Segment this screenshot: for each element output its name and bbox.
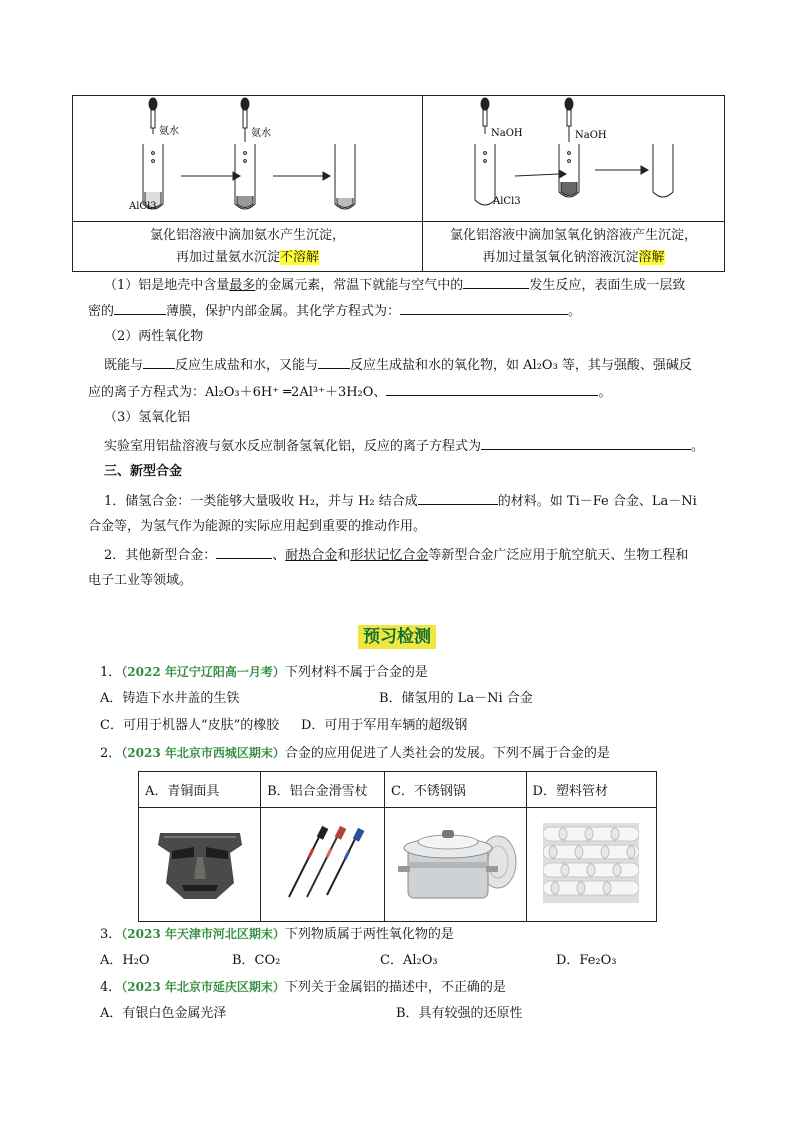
- section3-p1-line2: 合金等，为氢气作为能源的实际应用起到重要的推动作用。: [88, 519, 427, 534]
- q1-option-d: D．可用于军用车辆的超级钢: [301, 718, 468, 733]
- blank: [418, 490, 498, 505]
- q1-option-c: C．可用于机器人“皮肤”的橡胶: [100, 718, 280, 733]
- blank: [463, 274, 529, 289]
- question-source: （2022 年辽宁辽阳高一月考）: [121, 665, 285, 679]
- q3-option-c: C．Al₂O₃: [380, 953, 438, 968]
- alcl3-label-right: AlCl3: [493, 196, 521, 207]
- naoh-caption-line1: 氯化铝溶液中滴加氢氧化钠溶液产生沉淀，: [449, 227, 697, 243]
- plastic-pipes-icon: [543, 823, 639, 903]
- highlight-insoluble: 不溶解: [280, 249, 320, 265]
- para2-line1: 既能与 反应生成盐和水，又能与 反应生成盐和水的氧化物，如 Al₂O₃ 等，其与强酸、强碱反: [104, 354, 692, 376]
- naoh-label-2: NaOH: [575, 130, 607, 141]
- q2-options-table: [138, 771, 657, 922]
- q4-option-b: B．具有较强的还原性: [396, 1006, 523, 1021]
- q3-option-d: D．Fe₂O₃: [556, 953, 617, 968]
- highlight-dissolves: 溶解: [638, 249, 665, 265]
- section3-p2-line2: 电子工业等领域。: [88, 573, 193, 588]
- question-3: 3．（2023 年天津市河北区期末）下列物质属于两性氧化物的是: [100, 927, 454, 942]
- q1-option-b: B．储氢用的 La－Ni 合金: [379, 691, 533, 706]
- q3-option-a: A．H₂O: [100, 953, 150, 968]
- plastic-pipes-image: [526, 808, 656, 922]
- question-4: 4．（2023 年北京市延庆区期末）下列关于金属铝的描述中，不正确的是: [100, 980, 506, 995]
- experiment-table: [72, 95, 725, 272]
- ammonia-label-1: 氨水: [159, 126, 179, 137]
- ammonia-experiment-figure: [73, 96, 423, 222]
- q1-option-a: A．铸造下水井盖的生铁: [100, 691, 240, 706]
- section3-p1-line1: 1．储氢合金：一类能够大量吸收 H₂，并与 H₂ 结合成 的材料。如 Ti－Fe 合金、La－Ni: [104, 490, 697, 512]
- steel-pot-image: [384, 808, 526, 922]
- para2-title: （2）两性氧化物: [104, 329, 204, 344]
- q2-option-c: C．不锈钢锅: [384, 772, 526, 808]
- question-source: （2023 年天津市河北区期末）: [121, 927, 285, 941]
- blank: [114, 300, 166, 315]
- para1-line1: （1）铝是地壳中含量最多的金属元素，常温下就能与空气中的 发生反应，表面生成一层致: [104, 274, 685, 296]
- blank: [481, 435, 691, 450]
- naoh-experiment-figure: [423, 96, 725, 222]
- question-source: （2023 年北京市西城区期末）: [121, 746, 285, 760]
- naoh-test-tube-diagram: [423, 96, 724, 217]
- q4-option-a: A．有银白色金属光泽: [100, 1006, 227, 1021]
- ammonia-caption-line1: 氯化铝溶液中滴加氨水产生沉淀，: [149, 227, 345, 243]
- ammonia-caption-line2: 再加过量氨水沉淀: [175, 249, 280, 265]
- question-1: 1．（2022 年辽宁辽阳高一月考）下列材料不属于合金的是: [100, 665, 428, 680]
- blank: [386, 381, 598, 396]
- para1-line2: 密的 薄膜，保护内部金属。其化学方程式为： 。: [88, 300, 581, 322]
- para2-line2: 应的离子方程式为：Al₂O₃＋6H⁺ ═2Al³⁺＋3H₂O、 。: [88, 381, 611, 403]
- blank: [400, 300, 568, 315]
- ski-poles-image: [261, 808, 385, 922]
- q2-option-a: A．青铜面具: [139, 772, 261, 808]
- preview-check-banner: 预习检测: [358, 625, 436, 649]
- ammonia-test-tube-diagram: [73, 96, 422, 217]
- para3-title: （3）氢氧化铝: [104, 410, 191, 425]
- alcl3-label-left: AlCl3: [129, 201, 157, 212]
- naoh-caption-line2: 再加过量氢氧化钠溶液沉淀: [482, 249, 639, 265]
- ammonia-caption: [73, 222, 423, 272]
- q2-option-b: B．铝合金滑雪杖: [261, 772, 385, 808]
- bronze-mask-icon: [150, 823, 250, 903]
- ammonia-label-2: 氨水: [251, 128, 271, 139]
- naoh-caption: [423, 222, 725, 272]
- ski-poles-icon: [273, 823, 373, 903]
- section3-p2-line1: 2．其他新型合金： 、耐热合金和形状记忆合金等新型合金广泛应用于航空航天、生物工程和: [104, 544, 688, 566]
- steel-pot-icon: [390, 818, 520, 908]
- blank: [143, 354, 175, 369]
- blank: [318, 354, 350, 369]
- q2-option-d: D．塑料管材: [526, 772, 656, 808]
- naoh-label-1: NaOH: [491, 128, 523, 139]
- para3-line1: 实验室用铝盐溶液与氨水反应制备氢氧化铝，反应的离子方程式为 。: [104, 435, 704, 457]
- question-2: 2．（2023 年北京市西城区期末）合金的应用促进了人类社会的发展。下列不属于合金的是: [100, 746, 610, 761]
- blank: [216, 544, 272, 559]
- section3-heading: 三、新型合金: [104, 464, 183, 479]
- q3-option-b: B．CO₂: [232, 953, 281, 968]
- bronze-mask-image: [139, 808, 261, 922]
- question-source: （2023 年北京市延庆区期末）: [121, 980, 285, 994]
